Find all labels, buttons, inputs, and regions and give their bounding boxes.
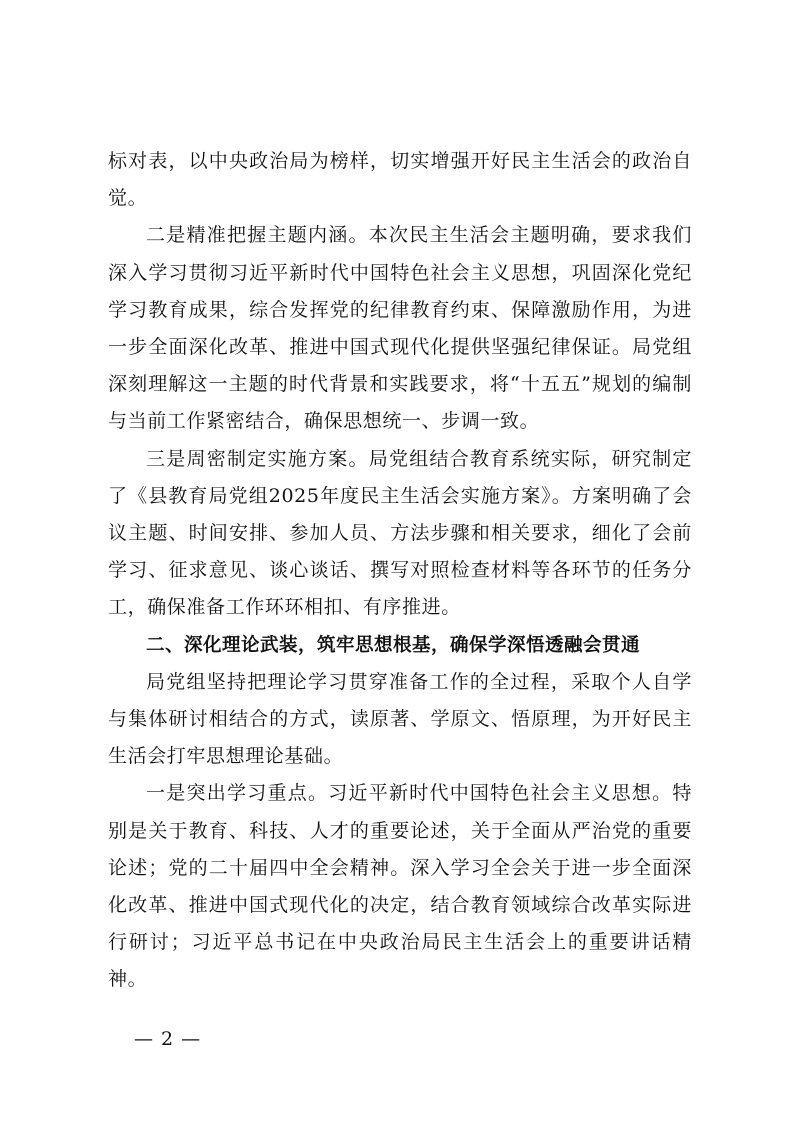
paragraph-2: 二是精准把握主题内涵。本次民主生活会主题明确，要求我们深入学习贯彻习近平新时代中国特色社会主义思想，巩固深化党纪学习教育成果，综合发挥党的纪律教育约束、保障激励作用，为进一步全面深化改革、推进中国式现代化提供坚强纪律保证。局党组深刻理解这一主题的时代背景和实践要求，将“十五五”规划的编制与当前工作紧密结合，确保思想统一、步调一致。 xyxy=(108,224,692,433)
section-heading: 二、深化理论武装，筑牢思想根基，确保学深悟透融会贯通 xyxy=(146,634,641,656)
document-body xyxy=(108,143,692,999)
paragraph-3: 三是周密制定实施方案。局党组结合教育系统实际，研究制定了《县教育局党组2025年度民主生活会实施方案》。方案明确了会议主题、时间安排、参加人员、方法步骤和相关要求，细化了会前学习、征求意见、谈心谈话、撰写对照检查材料等各环节的任务分工，确保准备工作环环相扣、有序推进。 xyxy=(108,447,692,619)
paragraph-1: 标对表，以中央政治局为榜样，切实增强开好民主生活会的政治自觉。 xyxy=(108,150,692,210)
page-number: — 2 — xyxy=(134,1028,202,1050)
paragraph-4: 局党组坚持把理论学习贯穿准备工作的全过程，采取个人自学与集体研讨相结合的方式，读原著、学原文、悟原理，为开好民主生活会打牢思想理论基础。 xyxy=(108,670,692,768)
paragraph-5: 一是突出学习重点。习近平新时代中国特色社会主义思想。特别是关于教育、科技、人才的重要论述，关于全面从严治党的重要论述；党的二十届四中全会精神。深入学习全会关于进一步全面深化改革、推进中国式现代化的决定，结合教育领域综合改革实际进行研讨；习近平总书记在中央政治局民主生活会上的重要讲话精神。 xyxy=(108,782,692,991)
